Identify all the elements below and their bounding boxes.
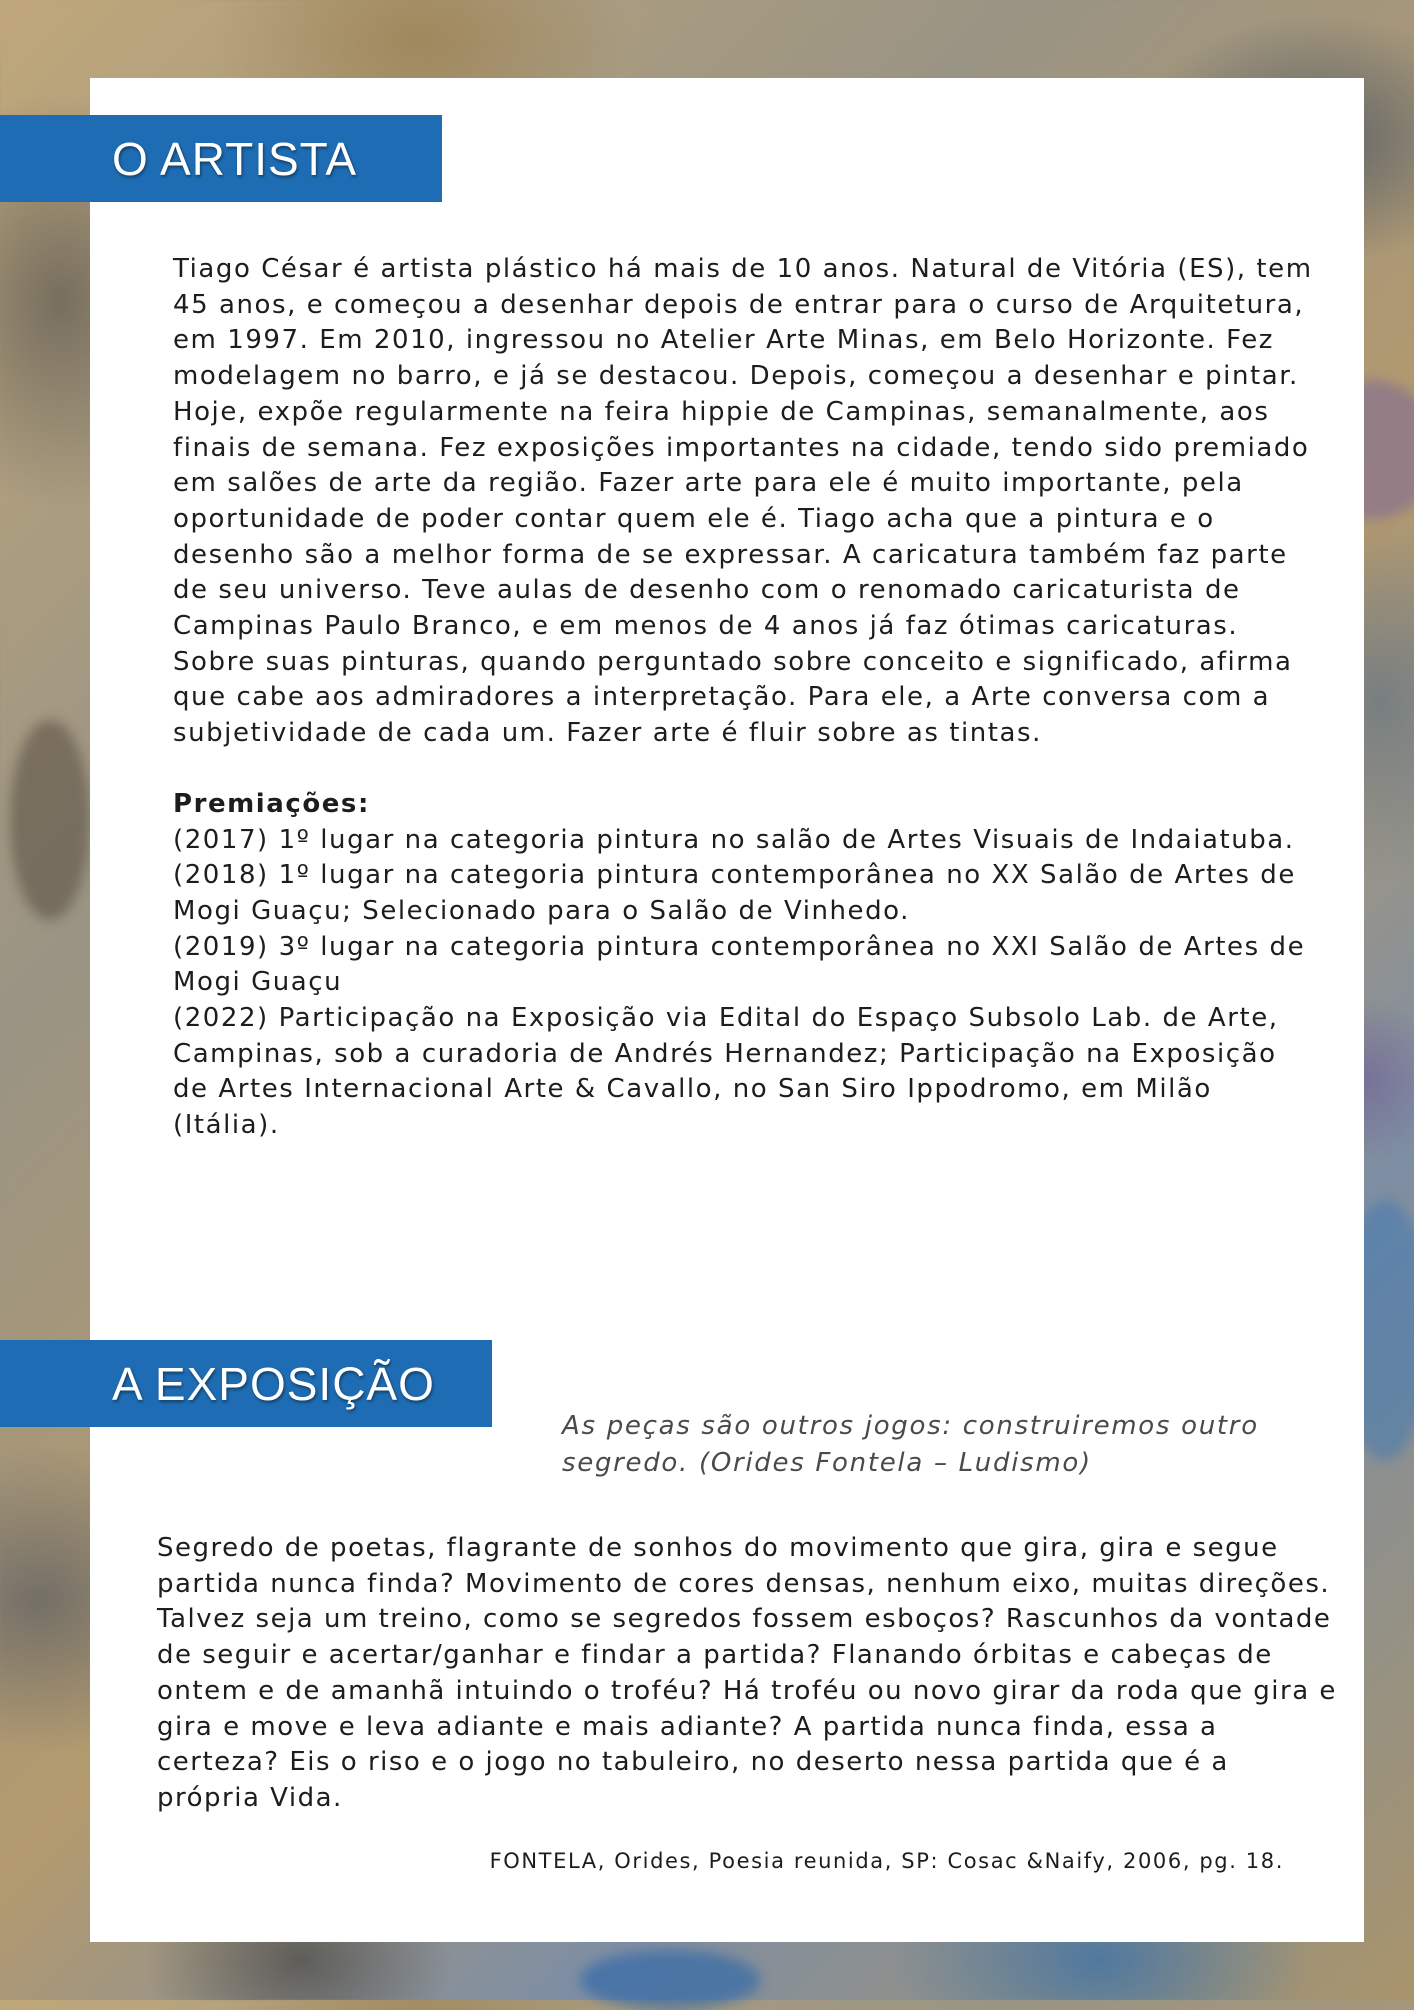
background-painting-stroke xyxy=(580,1950,760,2010)
exhibition-text: Segredo de poetas, flagrante de sonhos do movimento que gira, gira e segue partida nunca finda? Movimento de cores densas, nenhum eixo, muitas direções. Talvez seja um treino, como se segredos fossem esboços? Rascunhos da vontade de seguir e acertar/ganhar e findar a partida? Flanando órbitas e cabeças de ontem e de amanhã intuindo o troféu? Há troféu ou novo girar da roda que gira e gira e move e leva adiante e mais adiante? A partida nunca finda, essa a certeza? Eis o riso e o jogo no tabuleiro, no deserto nessa partida que é a própria Vida. xyxy=(157,1533,1337,1813)
background-painting-stroke xyxy=(10,720,90,920)
exhibition-text-block xyxy=(157,1531,1337,1817)
awards-list xyxy=(173,787,1313,1144)
artist-section-heading: O ARTISTA xyxy=(0,115,442,202)
epigraph-quote: As peças são outros jogos: construiremos outro segredo. (Orides Fontela – Ludismo) xyxy=(562,1411,1259,1478)
award-item: (2018) 1º lugar na categoria pintura contemporânea no XX Salão de Artes de Mogi Guaçu; Selecionado para o Salão de Vinhedo. xyxy=(173,860,1296,926)
award-item: (2017) 1º lugar na categoria pintura no salão de Artes Visuais de Indaiatuba. xyxy=(173,824,1295,855)
award-item: (2019) 3º lugar na categoria pintura contemporânea no XXI Salão de Artes de Mogi Guaçu xyxy=(173,931,1306,998)
citation: FONTELA, Orides, Poesia reunida, SP: Cosac &Naify, 2006, pg. 18. xyxy=(489,1849,1284,1873)
artist-bio-text: Tiago César é artista plástico há mais de 10 anos. Natural de Vitória (ES), tem 45 anos, e começou a desenhar depois de entrar para o curso de Arquitetura, em 1997. Em 2010, ingressou no Atelier Arte Minas, em Belo Horizonte. Fez modelagem no barro, e já se destacou. Depois, começou a desenhar e pintar. Hoje, expõe regularmente na feira hippie de Campinas, semanalmente, aos finais de semana. Fez exposições importantes na cidade, tendo sido premiado em salões de arte da região. Fazer arte para ele é muito importante, pela oportunidade de poder contar quem ele é. Tiago acha que a pintura e o desenho são a melhor forma de se expressar. A caricatura também faz parte de seu universo. Teve aulas de desenho com o renomado caricaturista de Campinas Paulo Branco, e em menos de 4 anos já faz ótimas caricaturas. Sobre suas pinturas, quando perguntado sobre conceito e significado, afirma que cabe aos admiradores a interpretação. Para ele, a Arte conversa com a subjetividade de cada um. Fazer arte é fluir sobre as tintas. xyxy=(173,254,1313,749)
artist-bio-block xyxy=(173,252,1313,1144)
award-item: (2022) Participação na Exposição via Edital do Espaço Subsolo Lab. de Arte, Campinas, sob a curadoria de Andrés Hernandez; Participação na Exposição de Artes Internacional Arte & Cavallo, no San Siro Ippodromo, em Milão (Itália). xyxy=(173,1003,1279,1141)
exhibition-section-heading: A EXPOSIÇÃO xyxy=(0,1340,492,1427)
awards-title: Premiações: xyxy=(173,788,370,819)
